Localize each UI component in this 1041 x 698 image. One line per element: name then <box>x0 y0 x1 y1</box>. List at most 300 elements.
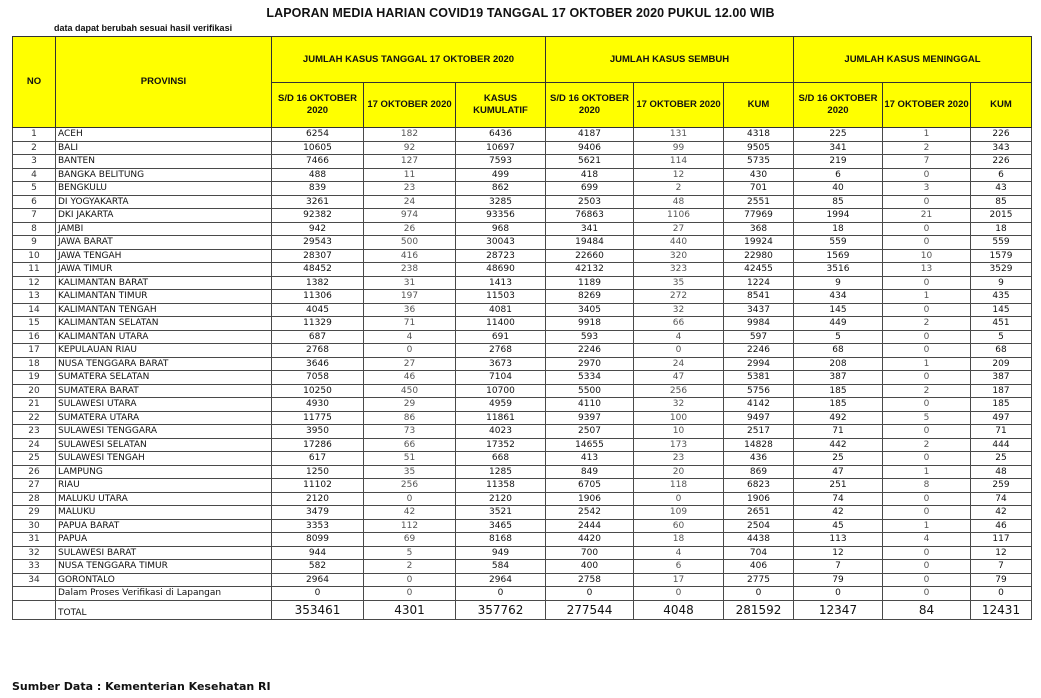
value-cell: 8168 <box>456 533 546 547</box>
value-cell: 48452 <box>272 263 364 277</box>
value-cell: 0 <box>272 587 364 601</box>
total-row-number <box>13 600 56 619</box>
value-cell: 974 <box>364 209 456 223</box>
value-cell: 5735 <box>724 155 794 169</box>
value-cell: 10 <box>634 425 724 439</box>
header-group-sembuh: JUMLAH KASUS SEMBUH <box>546 37 794 83</box>
row-number: 31 <box>13 533 56 547</box>
row-number: 19 <box>13 371 56 385</box>
table-row <box>13 249 1032 263</box>
value-cell: 700 <box>546 546 634 560</box>
value-cell: 42132 <box>546 263 634 277</box>
value-cell: 0 <box>794 587 883 601</box>
value-cell: 11102 <box>272 479 364 493</box>
value-cell: 3353 <box>272 519 364 533</box>
value-cell: 1 <box>883 519 971 533</box>
table-row <box>13 560 1032 574</box>
province-name: LAMPUNG <box>56 465 272 479</box>
value-cell: 14655 <box>546 438 634 452</box>
value-cell: 3405 <box>546 303 634 317</box>
value-cell: 4110 <box>546 398 634 412</box>
value-cell: 2994 <box>724 357 794 371</box>
value-cell: 48 <box>634 195 724 209</box>
value-cell: 9505 <box>724 141 794 155</box>
value-cell: 100 <box>634 411 724 425</box>
province-name: NUSA TENGGARA TIMUR <box>56 560 272 574</box>
value-cell: 2 <box>883 384 971 398</box>
value-cell: 0 <box>971 587 1032 601</box>
row-number: 23 <box>13 425 56 439</box>
value-cell: 2775 <box>724 573 794 587</box>
value-cell: 430 <box>724 168 794 182</box>
value-cell: 968 <box>456 222 546 236</box>
province-name: SULAWESI TENGAH <box>56 452 272 466</box>
value-cell: 3261 <box>272 195 364 209</box>
value-cell: 51 <box>364 452 456 466</box>
value-cell: 7 <box>794 560 883 574</box>
table-row <box>13 128 1032 142</box>
value-cell: 256 <box>364 479 456 493</box>
row-number: 17 <box>13 344 56 358</box>
value-cell: 10605 <box>272 141 364 155</box>
value-cell: 862 <box>456 182 546 196</box>
value-cell: 68 <box>971 344 1032 358</box>
value-cell: 400 <box>546 560 634 574</box>
value-cell: 2507 <box>546 425 634 439</box>
value-cell: 7 <box>971 560 1032 574</box>
value-cell: 2768 <box>456 344 546 358</box>
value-cell: 23 <box>634 452 724 466</box>
value-cell: 11 <box>364 168 456 182</box>
value-cell: 31 <box>364 276 456 290</box>
row-number: 3 <box>13 155 56 169</box>
province-name: SUMATERA UTARA <box>56 411 272 425</box>
subheader-col-4: S/D 16 OKTOBER 2020 <box>546 83 634 128</box>
value-cell: 0 <box>546 587 634 601</box>
value-cell: 2964 <box>456 573 546 587</box>
value-cell: 849 <box>546 465 634 479</box>
value-cell: 86 <box>364 411 456 425</box>
value-cell: 1413 <box>456 276 546 290</box>
value-cell: 85 <box>794 195 883 209</box>
value-cell: 18 <box>971 222 1032 236</box>
value-cell: 2 <box>883 438 971 452</box>
value-cell: 0 <box>883 587 971 601</box>
value-cell: 0 <box>883 492 971 506</box>
province-name: DKI JAKARTA <box>56 209 272 223</box>
row-number: 32 <box>13 546 56 560</box>
value-cell: 436 <box>724 452 794 466</box>
province-name: KALIMANTAN SELATAN <box>56 317 272 331</box>
province-name: JAWA TENGAH <box>56 249 272 263</box>
value-cell: 687 <box>272 330 364 344</box>
value-cell: 11775 <box>272 411 364 425</box>
table-row <box>13 438 1032 452</box>
value-cell: 2120 <box>456 492 546 506</box>
value-cell: 4 <box>634 546 724 560</box>
value-cell: 10250 <box>272 384 364 398</box>
subheader-col-5: 17 OKTOBER 2020 <box>634 83 724 128</box>
header-group-meninggal: JUMLAH KASUS MENINGGAL <box>794 37 1032 83</box>
row-number: 5 <box>13 182 56 196</box>
value-cell: 617 <box>272 452 364 466</box>
subheader-col-7: S/D 16 OKTOBER 2020 <box>794 83 883 128</box>
value-cell: 10 <box>883 249 971 263</box>
value-cell: 7466 <box>272 155 364 169</box>
value-cell: 11358 <box>456 479 546 493</box>
value-cell: 6 <box>634 560 724 574</box>
value-cell: 43 <box>971 182 1032 196</box>
value-cell: 7058 <box>272 371 364 385</box>
table-row <box>13 290 1032 304</box>
value-cell: 12 <box>634 168 724 182</box>
table-row <box>13 573 1032 587</box>
value-cell: 1106 <box>634 209 724 223</box>
row-number: 25 <box>13 452 56 466</box>
value-cell: 2015 <box>971 209 1032 223</box>
value-cell: 0 <box>883 303 971 317</box>
value-cell: 499 <box>456 168 546 182</box>
header-no: NO <box>13 37 56 128</box>
value-cell: 1250 <box>272 465 364 479</box>
value-cell: 869 <box>724 465 794 479</box>
table-row <box>13 357 1032 371</box>
value-cell: 256 <box>634 384 724 398</box>
table-row <box>13 263 1032 277</box>
table-row <box>13 492 1032 506</box>
table-row <box>13 276 1032 290</box>
row-number: 15 <box>13 317 56 331</box>
value-cell: 185 <box>971 398 1032 412</box>
report-subtitle: data dapat berubah sesuai hasil verifikasi <box>54 23 233 33</box>
value-cell: 0 <box>634 492 724 506</box>
value-cell: 13 <box>883 263 971 277</box>
value-cell: 29543 <box>272 236 364 250</box>
table-row <box>13 303 1032 317</box>
value-cell: 5 <box>364 546 456 560</box>
report-title: LAPORAN MEDIA HARIAN COVID19 TANGGAL 17 OKTOBER 2020 PUKUL 12.00 WIB <box>266 6 775 20</box>
value-cell: 42 <box>794 506 883 520</box>
province-name: DI YOGYAKARTA <box>56 195 272 209</box>
value-cell: 25 <box>971 452 1032 466</box>
value-cell: 8 <box>883 479 971 493</box>
total-value-cell: 281592 <box>724 600 794 619</box>
value-cell: 0 <box>883 168 971 182</box>
value-cell: 440 <box>634 236 724 250</box>
province-name: SULAWESI BARAT <box>56 546 272 560</box>
value-cell: 73 <box>364 425 456 439</box>
value-cell: 1579 <box>971 249 1032 263</box>
table-row <box>13 182 1032 196</box>
total-label: TOTAL <box>56 600 272 619</box>
row-number: 14 <box>13 303 56 317</box>
value-cell: 5 <box>971 330 1032 344</box>
value-cell: 11329 <box>272 317 364 331</box>
province-name: KALIMANTAN TIMUR <box>56 290 272 304</box>
value-cell: 0 <box>364 344 456 358</box>
value-cell: 5381 <box>724 371 794 385</box>
value-cell: 77969 <box>724 209 794 223</box>
value-cell: 209 <box>971 357 1032 371</box>
table-row <box>13 168 1032 182</box>
value-cell: 36 <box>364 303 456 317</box>
value-cell: 131 <box>634 128 724 142</box>
province-name: BENGKULU <box>56 182 272 196</box>
table-row <box>13 195 1032 209</box>
value-cell: 1285 <box>456 465 546 479</box>
value-cell: 435 <box>971 290 1032 304</box>
table-row <box>13 222 1032 236</box>
value-cell: 66 <box>364 438 456 452</box>
value-cell: 584 <box>456 560 546 574</box>
row-number: 29 <box>13 506 56 520</box>
value-cell: 0 <box>883 371 971 385</box>
value-cell: 71 <box>364 317 456 331</box>
value-cell: 23 <box>364 182 456 196</box>
row-number: 13 <box>13 290 56 304</box>
data-source: Sumber Data : Kementerian Kesehatan RI <box>12 680 271 693</box>
value-cell: 29 <box>364 398 456 412</box>
value-cell: 127 <box>364 155 456 169</box>
value-cell: 8541 <box>724 290 794 304</box>
value-cell: 46 <box>364 371 456 385</box>
province-name: BANGKA BELITUNG <box>56 168 272 182</box>
value-cell: 442 <box>794 438 883 452</box>
row-number: 1 <box>13 128 56 142</box>
value-cell: 559 <box>794 236 883 250</box>
value-cell: 6 <box>971 168 1032 182</box>
value-cell: 2542 <box>546 506 634 520</box>
value-cell: 19924 <box>724 236 794 250</box>
total-value-cell: 4301 <box>364 600 456 619</box>
value-cell: 4438 <box>724 533 794 547</box>
value-cell: 341 <box>794 141 883 155</box>
value-cell: 944 <box>272 546 364 560</box>
province-name: JAWA BARAT <box>56 236 272 250</box>
value-cell: 0 <box>883 195 971 209</box>
value-cell: 19484 <box>546 236 634 250</box>
row-number: 9 <box>13 236 56 250</box>
value-cell: 35 <box>364 465 456 479</box>
value-cell: 0 <box>883 398 971 412</box>
value-cell: 109 <box>634 506 724 520</box>
value-cell: 699 <box>546 182 634 196</box>
province-name: SULAWESI SELATAN <box>56 438 272 452</box>
value-cell: 2964 <box>272 573 364 587</box>
value-cell: 2246 <box>724 344 794 358</box>
table-row <box>13 398 1032 412</box>
value-cell: 2 <box>883 317 971 331</box>
province-name: BALI <box>56 141 272 155</box>
value-cell: 2503 <box>546 195 634 209</box>
value-cell: 2768 <box>272 344 364 358</box>
value-cell: 559 <box>971 236 1032 250</box>
value-cell: 93356 <box>456 209 546 223</box>
value-cell: 26 <box>364 222 456 236</box>
value-cell: 185 <box>794 384 883 398</box>
province-name: JAMBI <box>56 222 272 236</box>
value-cell: 0 <box>883 560 971 574</box>
value-cell: 0 <box>883 573 971 587</box>
value-cell: 0 <box>364 587 456 601</box>
value-cell: 691 <box>456 330 546 344</box>
value-cell: 219 <box>794 155 883 169</box>
table-row <box>13 371 1032 385</box>
value-cell: 251 <box>794 479 883 493</box>
value-cell: 11861 <box>456 411 546 425</box>
province-name: NUSA TENGGARA BARAT <box>56 357 272 371</box>
value-cell: 17286 <box>272 438 364 452</box>
value-cell: 226 <box>971 128 1032 142</box>
value-cell: 5621 <box>546 155 634 169</box>
value-cell: 2 <box>634 182 724 196</box>
value-cell: 272 <box>634 290 724 304</box>
row-number: 11 <box>13 263 56 277</box>
value-cell: 0 <box>724 587 794 601</box>
value-cell: 449 <box>794 317 883 331</box>
value-cell: 113 <box>794 533 883 547</box>
table-row <box>13 506 1032 520</box>
value-cell: 99 <box>634 141 724 155</box>
value-cell: 320 <box>634 249 724 263</box>
value-cell: 0 <box>364 573 456 587</box>
value-cell: 8269 <box>546 290 634 304</box>
value-cell: 9497 <box>724 411 794 425</box>
value-cell: 92382 <box>272 209 364 223</box>
subheader-col-2: 17 OKTOBER 2020 <box>364 83 456 128</box>
total-value-cell: 12431 <box>971 600 1032 619</box>
table-row <box>13 209 1032 223</box>
value-cell: 434 <box>794 290 883 304</box>
value-cell: 85 <box>971 195 1032 209</box>
value-cell: 2444 <box>546 519 634 533</box>
value-cell: 27 <box>634 222 724 236</box>
value-cell: 1906 <box>546 492 634 506</box>
row-number: 33 <box>13 560 56 574</box>
value-cell: 3950 <box>272 425 364 439</box>
province-name: JAWA TIMUR <box>56 263 272 277</box>
value-cell: 92 <box>364 141 456 155</box>
value-cell: 45 <box>794 519 883 533</box>
table-row <box>13 330 1032 344</box>
value-cell: 387 <box>971 371 1032 385</box>
value-cell: 0 <box>883 344 971 358</box>
row-number: 10 <box>13 249 56 263</box>
row-number: 16 <box>13 330 56 344</box>
value-cell: 597 <box>724 330 794 344</box>
value-cell: 42455 <box>724 263 794 277</box>
value-cell: 500 <box>364 236 456 250</box>
value-cell: 0 <box>883 546 971 560</box>
header-group-kasus: JUMLAH KASUS TANGGAL 17 OKTOBER 2020 <box>272 37 546 83</box>
value-cell: 4 <box>634 330 724 344</box>
province-name: SULAWESI UTARA <box>56 398 272 412</box>
value-cell: 18 <box>634 533 724 547</box>
value-cell: 4930 <box>272 398 364 412</box>
province-name: SULAWESI TENGGARA <box>56 425 272 439</box>
value-cell: 387 <box>794 371 883 385</box>
value-cell: 17 <box>634 573 724 587</box>
value-cell: 226 <box>971 155 1032 169</box>
value-cell: 117 <box>971 533 1032 547</box>
value-cell: 225 <box>794 128 883 142</box>
value-cell: 3673 <box>456 357 546 371</box>
value-cell: 4081 <box>456 303 546 317</box>
province-name: KALIMANTAN UTARA <box>56 330 272 344</box>
value-cell: 145 <box>971 303 1032 317</box>
value-cell: 20 <box>634 465 724 479</box>
table-row <box>13 155 1032 169</box>
value-cell: 10700 <box>456 384 546 398</box>
value-cell: 4420 <box>546 533 634 547</box>
value-cell: 60 <box>634 519 724 533</box>
value-cell: 22660 <box>546 249 634 263</box>
value-cell: 9918 <box>546 317 634 331</box>
value-cell: 47 <box>634 371 724 385</box>
value-cell: 368 <box>724 222 794 236</box>
value-cell: 0 <box>883 425 971 439</box>
province-name: PAPUA <box>56 533 272 547</box>
value-cell: 48690 <box>456 263 546 277</box>
value-cell: 2551 <box>724 195 794 209</box>
value-cell: 24 <box>634 357 724 371</box>
value-cell: 28307 <box>272 249 364 263</box>
value-cell: 22980 <box>724 249 794 263</box>
value-cell: 30043 <box>456 236 546 250</box>
value-cell: 71 <box>971 425 1032 439</box>
subheader-col-9: KUM <box>971 83 1032 128</box>
value-cell: 5334 <box>546 371 634 385</box>
value-cell: 839 <box>272 182 364 196</box>
value-cell: 6436 <box>456 128 546 142</box>
value-cell: 48 <box>971 465 1032 479</box>
value-cell: 3285 <box>456 195 546 209</box>
value-cell: 18 <box>794 222 883 236</box>
value-cell: 9406 <box>546 141 634 155</box>
table-row <box>13 479 1032 493</box>
value-cell: 6823 <box>724 479 794 493</box>
total-value-cell: 277544 <box>546 600 634 619</box>
value-cell: 173 <box>634 438 724 452</box>
value-cell: 2 <box>364 560 456 574</box>
value-cell: 450 <box>364 384 456 398</box>
value-cell: 3521 <box>456 506 546 520</box>
value-cell: 6 <box>794 168 883 182</box>
value-cell: 2120 <box>272 492 364 506</box>
value-cell: 0 <box>883 452 971 466</box>
value-cell: 0 <box>883 236 971 250</box>
province-name: ACEH <box>56 128 272 142</box>
value-cell: 17352 <box>456 438 546 452</box>
province-name: Dalam Proses Verifikasi di Lapangan <box>56 587 272 601</box>
row-number: 7 <box>13 209 56 223</box>
value-cell: 3529 <box>971 263 1032 277</box>
value-cell: 5500 <box>546 384 634 398</box>
value-cell: 5756 <box>724 384 794 398</box>
table-row <box>13 533 1032 547</box>
value-cell: 0 <box>883 222 971 236</box>
value-cell: 71 <box>794 425 883 439</box>
total-value-cell: 84 <box>883 600 971 619</box>
table-row <box>13 384 1032 398</box>
value-cell: 197 <box>364 290 456 304</box>
value-cell: 3465 <box>456 519 546 533</box>
value-cell: 0 <box>456 587 546 601</box>
value-cell: 0 <box>634 344 724 358</box>
table-row <box>13 317 1032 331</box>
total-row <box>13 600 1032 619</box>
row-number: 30 <box>13 519 56 533</box>
